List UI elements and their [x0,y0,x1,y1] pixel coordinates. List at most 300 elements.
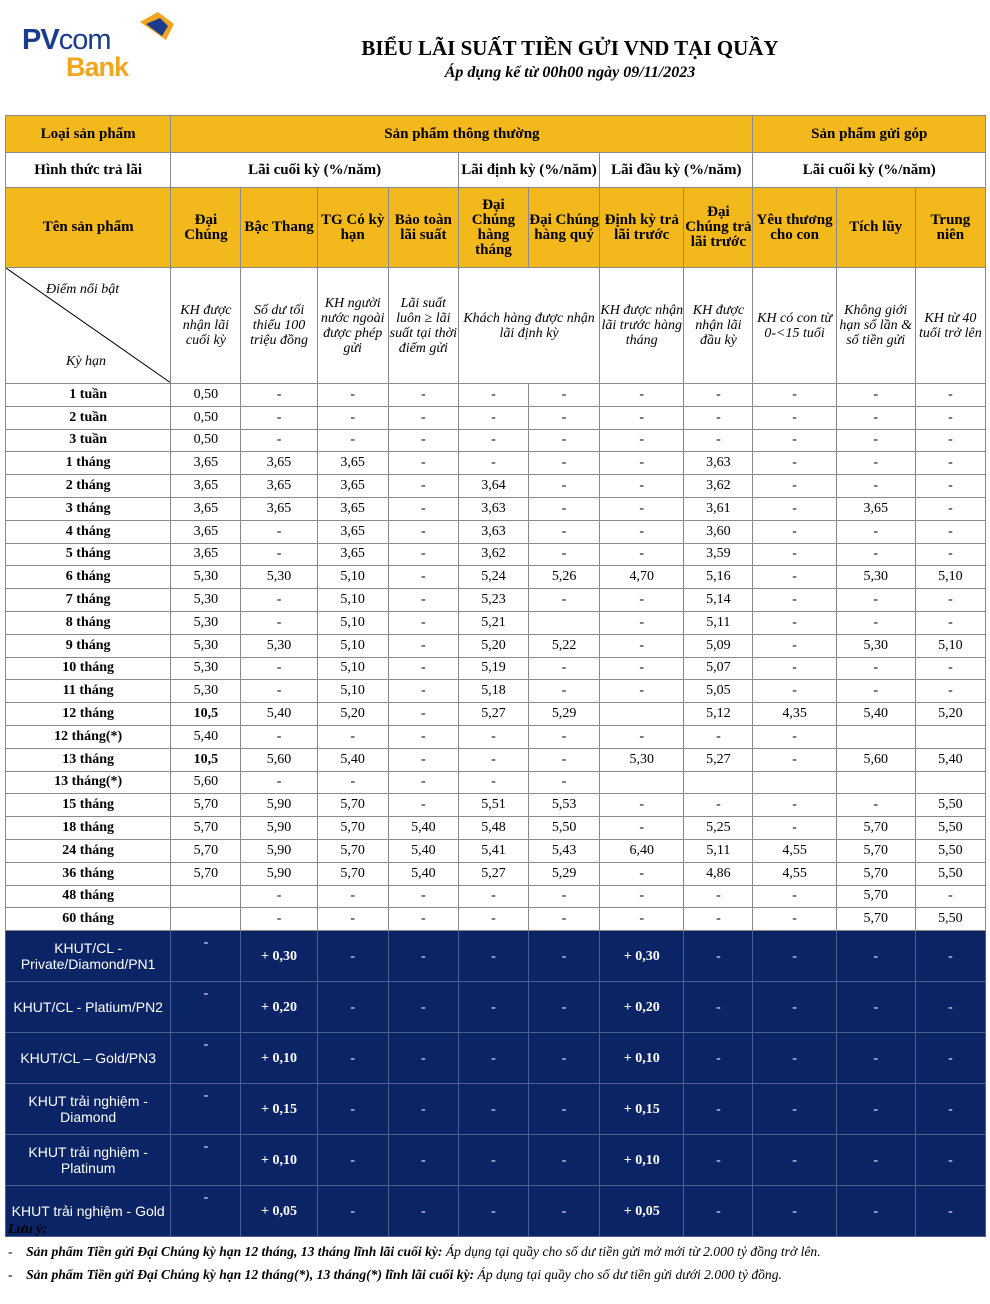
notes-title: Lưu ý: [8,1222,48,1237]
vip-rate-cell: - [836,1135,915,1186]
vip-rate-cell: - [529,1084,600,1135]
vip-rate-cell: - [529,1186,600,1237]
vip-rate-cell: + 0,15 [600,1084,684,1135]
rate-cell: - [529,497,600,520]
vip-rate-cell: - [458,1135,528,1186]
rate-cell: - [529,429,600,452]
rate-cell: 3,65 [241,452,317,475]
term-cell: 12 tháng(*) [6,725,171,748]
rate-cell: - [753,429,836,452]
rate-cell [915,771,985,794]
rate-cell: - [529,748,600,771]
rate-cell: - [836,452,915,475]
rate-cell: - [753,475,836,498]
rate-cell: 3,65 [171,452,241,475]
rate-cell: - [915,497,985,520]
term-cell: 3 tuần [6,429,171,452]
term-cell: 1 tháng [6,452,171,475]
table-row [6,543,986,566]
rate-cell: - [600,862,684,885]
vip-rate-cell: + 0,05 [600,1186,684,1237]
term-cell: 18 tháng [6,817,171,840]
table-row [6,862,986,885]
header-highlight: Không giới hạn số lần & số tiền gửi [836,268,915,384]
vip-rate-cell: - [317,982,388,1033]
vip-rate-cell: - [753,1084,836,1135]
rate-cell: - [600,611,684,634]
rate-cell: - [241,384,317,407]
rate-cell: - [915,475,985,498]
rate-cell: 3,62 [684,475,753,498]
rate-cell: 5,60 [241,748,317,771]
rate-cell: 5,10 [317,680,388,703]
rate-cell: 5,90 [241,862,317,885]
rate-cell: - [388,680,458,703]
rate-cell: - [753,589,836,612]
term-cell: 36 tháng [6,862,171,885]
rate-cell: 3,63 [684,452,753,475]
rate-cell: 5,19 [458,657,528,680]
rate-cell: 3,60 [684,520,753,543]
rate-cell: - [836,475,915,498]
rate-cell: 5,40 [388,862,458,885]
vip-rate-cell: - [684,982,753,1033]
vip-rate-cell: + 0,10 [241,1033,317,1084]
vip-rate-cell: - [684,931,753,982]
vip-label-cell: KHUT/CL - Platium/PN2 [6,982,171,1033]
table-row [6,497,986,520]
vip-rate-cell: - [753,931,836,982]
rate-cell: - [529,771,600,794]
vip-rate-cell: - [684,1135,753,1186]
header-product: Đại Chúng trả lãi trước [684,188,753,268]
rate-cell: - [600,725,684,748]
rate-cell: 5,48 [458,817,528,840]
rate-cell: 5,24 [458,566,528,589]
rate-cell: 5,30 [171,680,241,703]
rate-cell: - [529,520,600,543]
logo-text-bank: Bank [66,52,129,82]
vip-rate-cell: - [171,1186,241,1237]
rate-cell: - [388,406,458,429]
term-cell: 11 tháng [6,680,171,703]
rate-cell: - [915,589,985,612]
rate-cell: 5,18 [458,680,528,703]
rate-cell: 3,65 [317,497,388,520]
rate-cell: 3,63 [458,520,528,543]
vip-rate-cell: - [388,1186,458,1237]
rate-cell: 5,40 [388,839,458,862]
table-row [6,429,986,452]
table-row [6,611,986,634]
rate-cell: 5,10 [317,566,388,589]
header-product: Bảo toàn lãi suất [388,188,458,268]
vip-rate-cell: - [171,1084,241,1135]
rate-cell: 5,40 [317,748,388,771]
logo-text-pv: PVcom [22,24,111,56]
rate-cell: - [241,885,317,908]
rate-cell: - [241,543,317,566]
rate-cell: 3,65 [317,475,388,498]
table-row [6,908,986,931]
rate-cell: 3,65 [171,475,241,498]
rate-cell: - [915,680,985,703]
vip-rate-cell: - [458,931,528,982]
rate-cell: - [529,680,600,703]
header-product: Trung niên [915,188,985,268]
rate-cell: - [241,771,317,794]
rate-cell: 4,55 [753,862,836,885]
rate-cell: - [388,657,458,680]
table-row [6,634,986,657]
rate-cell: - [684,885,753,908]
rate-cell: 5,07 [684,657,753,680]
header-group-savings: Sản phẩm gửi góp [753,116,986,153]
vip-rate-cell: - [171,982,241,1033]
rate-cell: 5,40 [171,725,241,748]
rate-cell: - [600,589,684,612]
vip-rate-cell: + 0,10 [600,1033,684,1084]
header-product: Đại Chúng hàng tháng [458,188,528,268]
rate-cell: - [317,885,388,908]
term-cell: 15 tháng [6,794,171,817]
rate-cell: - [684,384,753,407]
rate-cell: 5,50 [915,794,985,817]
vip-rate-cell: - [753,1135,836,1186]
rate-cell: 3,65 [171,543,241,566]
rate-cell: - [836,680,915,703]
rate-cell [836,725,915,748]
rate-cell: - [600,429,684,452]
vip-rate-cell: + 0,30 [600,931,684,982]
rate-cell: 4,35 [753,703,836,726]
rate-cell: - [388,497,458,520]
header-diagonal-cell [6,268,171,384]
rate-cell: - [458,885,528,908]
header-end-term-savings: Lãi cuối kỳ (%/năm) [753,153,986,188]
rate-cell: - [600,406,684,429]
vip-rate-cell: + 0,30 [241,931,317,982]
rate-cell: 3,65 [836,497,915,520]
rate-cell: - [388,908,458,931]
page-subtitle: Áp dụng kể từ 00h00 ngày 09/11/2023 [444,64,696,81]
rate-cell: 5,30 [241,566,317,589]
rate-cell: - [529,475,600,498]
rate-cell: 5,50 [915,908,985,931]
logo-emblem-icon [136,10,176,50]
rate-cell: - [836,589,915,612]
rate-cell: - [388,520,458,543]
rate-cell: 5,10 [317,589,388,612]
rate-cell: 3,65 [171,520,241,543]
rate-cell: - [529,543,600,566]
rate-cell: - [458,725,528,748]
table-row [6,794,986,817]
rate-cell: - [600,497,684,520]
vip-rate-cell: - [171,931,241,982]
rate-cell: 5,40 [241,703,317,726]
rate-cell: - [836,543,915,566]
rate-cell: - [915,452,985,475]
pvcombank-logo [18,10,178,88]
rate-cell: - [241,657,317,680]
rate-cell: - [241,611,317,634]
rate-cell: - [753,611,836,634]
vip-label-cell: KHUT trải nghiệm - Diamond [6,1084,171,1135]
rate-cell: - [388,725,458,748]
rate-cell: - [388,703,458,726]
note-item: - Sản phẩm Tiền gửi Đại Chúng kỳ hạn 12 tháng(*), 13 tháng(*) lĩnh lãi cuối kỳ: Áp dụng tại quầy cho số dư tiền gửi dưới 2.000 tỷ đồng. [8,1267,782,1282]
rate-cell: - [600,384,684,407]
rate-cell: 5,70 [171,794,241,817]
vip-rate-cell: - [836,1084,915,1135]
rate-cell: - [241,725,317,748]
rate-cell: - [753,725,836,748]
rate-cell: - [753,794,836,817]
header-highlight: KH có con từ 0-<15 tuổi [753,268,836,384]
rate-cell: 4,86 [684,862,753,885]
rate-cell: 5,10 [317,657,388,680]
rate-cell: - [317,725,388,748]
rate-cell: - [388,543,458,566]
vip-rate-cell: - [684,1186,753,1237]
term-cell: 60 tháng [6,908,171,931]
vip-rate-cell: - [458,1084,528,1135]
header-product: Định kỳ trả lãi trước [600,188,684,268]
rate-cell: 5,70 [317,839,388,862]
rate-cell: - [388,475,458,498]
rate-cell: 6,40 [600,839,684,862]
rate-cell: - [388,611,458,634]
header-highlight: Số dư tối thiểu 100 triệu đồng [241,268,317,384]
rate-cell: 5,16 [684,566,753,589]
vip-rate-cell: - [915,1084,985,1135]
rate-cell: - [458,406,528,429]
rate-cell: - [836,794,915,817]
rate-cell: 5,27 [458,862,528,885]
rate-cell: - [836,384,915,407]
rate-cell: - [529,657,600,680]
rate-cell: 5,70 [171,862,241,885]
rate-cell: - [915,406,985,429]
rate-cell: 3,65 [317,520,388,543]
header-term-label: Kỳ hạn [66,354,107,369]
vip-rate-cell: - [388,1033,458,1084]
term-cell: 13 tháng [6,748,171,771]
rate-cell: 5,27 [458,703,528,726]
table-row [6,657,986,680]
rate-cell [171,908,241,931]
rate-cell: 5,50 [529,817,600,840]
vip-rate-cell: - [915,1033,985,1084]
rate-cell: 3,65 [317,452,388,475]
header-product: Yêu thương cho con [753,188,836,268]
rate-cell: 5,41 [458,839,528,862]
vip-rate-cell: - [317,931,388,982]
rate-cell: 5,30 [600,748,684,771]
header-highlight-label: Điểm nổi bật [46,282,120,297]
vip-rate-cell: - [684,1084,753,1135]
vip-rate-cell: - [915,982,985,1033]
table-row [6,520,986,543]
rate-cell: - [458,429,528,452]
rate-cell: - [458,452,528,475]
rate-cell: - [600,634,684,657]
vip-label-cell: KHUT/CL - Private/Diamond/PN1 [6,931,171,982]
rate-cell: - [753,908,836,931]
header-upfront: Lãi đầu kỳ (%/năm) [600,153,753,188]
rate-cell: 5,70 [171,817,241,840]
rate-cell [915,725,985,748]
vip-rate-cell: - [388,931,458,982]
vip-rate-cell: - [684,1033,753,1084]
rate-cell: - [529,908,600,931]
rate-cell: - [600,817,684,840]
rate-cell: - [317,429,388,452]
rate-cell [529,611,600,634]
rate-cell: 5,40 [915,748,985,771]
rate-cell: 5,70 [836,817,915,840]
rate-cell: 5,10 [317,634,388,657]
vip-rate-cell: + 0,10 [241,1135,317,1186]
rate-cell: 5,30 [836,566,915,589]
rate-cell: 5,70 [317,817,388,840]
vip-rate-cell: - [458,1033,528,1084]
vip-rate-cell: - [915,931,985,982]
header-highlight: KH được nhận lãi đầu kỳ [684,268,753,384]
header-highlight: Khách hàng được nhận lãi định kỳ [458,268,599,384]
vip-rate-cell: - [836,1186,915,1237]
vip-rate-cell: - [317,1135,388,1186]
rate-cell: 5,90 [241,794,317,817]
header-highlight: KH được nhận lãi cuối kỳ [171,268,241,384]
rate-cell: 5,10 [915,634,985,657]
rate-cell: - [915,543,985,566]
rate-cell: - [241,520,317,543]
rate-cell: 5,53 [529,794,600,817]
rate-cell: 5,29 [529,703,600,726]
header-product: Đại Chúng [171,188,241,268]
rate-cell: 3,65 [317,543,388,566]
rate-cell: - [684,429,753,452]
rate-cell: - [241,406,317,429]
rate-cell: - [753,657,836,680]
rate-cell: 3,65 [241,475,317,498]
rate-cell: 3,61 [684,497,753,520]
rate-cell: 5,30 [171,634,241,657]
term-cell: 2 tuần [6,406,171,429]
rate-cell: 5,70 [836,885,915,908]
header-product: Bậc Thang [241,188,317,268]
term-cell: 4 tháng [6,520,171,543]
vip-rate-cell: - [317,1186,388,1237]
rate-cell: - [388,589,458,612]
rate-cell [753,771,836,794]
table-row [6,725,986,748]
header-highlight: KH từ 40 tuổi trở lên [915,268,985,384]
rate-cell: - [241,589,317,612]
rate-cell: 5,09 [684,634,753,657]
rate-cell: 3,65 [171,497,241,520]
rate-cell: - [600,543,684,566]
table-row [6,703,986,726]
rate-cell: - [529,452,600,475]
rate-cell: - [388,429,458,452]
rate-cell: - [753,566,836,589]
rate-cell: - [529,725,600,748]
header-periodic: Lãi định kỳ (%/năm) [458,153,599,188]
rate-cell: 5,30 [171,657,241,680]
rate-cell: - [600,657,684,680]
rate-cell: 5,70 [836,862,915,885]
rate-cell: - [753,817,836,840]
rate-cell: 10,5 [171,748,241,771]
vip-rate-cell: - [915,1186,985,1237]
rate-cell: - [529,384,600,407]
vip-row [6,1033,986,1084]
rate-cell: - [753,452,836,475]
vip-rate-cell: - [753,982,836,1033]
rate-cell: 5,70 [836,839,915,862]
rate-cell: - [317,406,388,429]
rate-cell: - [600,520,684,543]
rate-cell: 5,26 [529,566,600,589]
rate-cell: - [388,885,458,908]
rate-cell: - [753,543,836,566]
rate-cell: - [317,908,388,931]
header-product: TG Có kỳ hạn [317,188,388,268]
header-highlight: KH người nước ngoài được phép gửi [317,268,388,384]
table-row [6,475,986,498]
rate-cell: 3,64 [458,475,528,498]
rate-cell: - [388,566,458,589]
term-cell: 6 tháng [6,566,171,589]
rate-cell: - [753,634,836,657]
rate-cell: - [915,520,985,543]
rate-cell: 5,40 [388,817,458,840]
rate-cell: 5,60 [171,771,241,794]
rate-cell: - [241,429,317,452]
interest-rate-table [5,115,986,1237]
rate-cell: - [600,680,684,703]
term-cell: 2 tháng [6,475,171,498]
rate-cell: 10,5 [171,703,241,726]
rate-cell: - [458,908,528,931]
rate-cell: - [753,885,836,908]
rate-cell: 5,50 [915,839,985,862]
vip-rate-cell: - [529,982,600,1033]
term-cell: 12 tháng [6,703,171,726]
rate-cell: 5,60 [836,748,915,771]
rate-cell: - [684,794,753,817]
vip-rate-cell: - [458,1186,528,1237]
table-row [6,817,986,840]
vip-rate-cell: - [753,1033,836,1084]
vip-rate-cell: - [836,982,915,1033]
rate-cell: - [388,452,458,475]
rate-cell: 5,30 [241,634,317,657]
rate-cell: 3,63 [458,497,528,520]
rate-cell: - [388,384,458,407]
rate-cell: - [600,885,684,908]
vip-rate-cell: + 0,10 [600,1135,684,1186]
rate-cell: - [836,657,915,680]
rate-cell: 5,11 [684,839,753,862]
term-cell: 8 tháng [6,611,171,634]
rate-cell: - [529,406,600,429]
rate-cell: - [836,520,915,543]
vip-rate-cell: + 0,20 [241,982,317,1033]
